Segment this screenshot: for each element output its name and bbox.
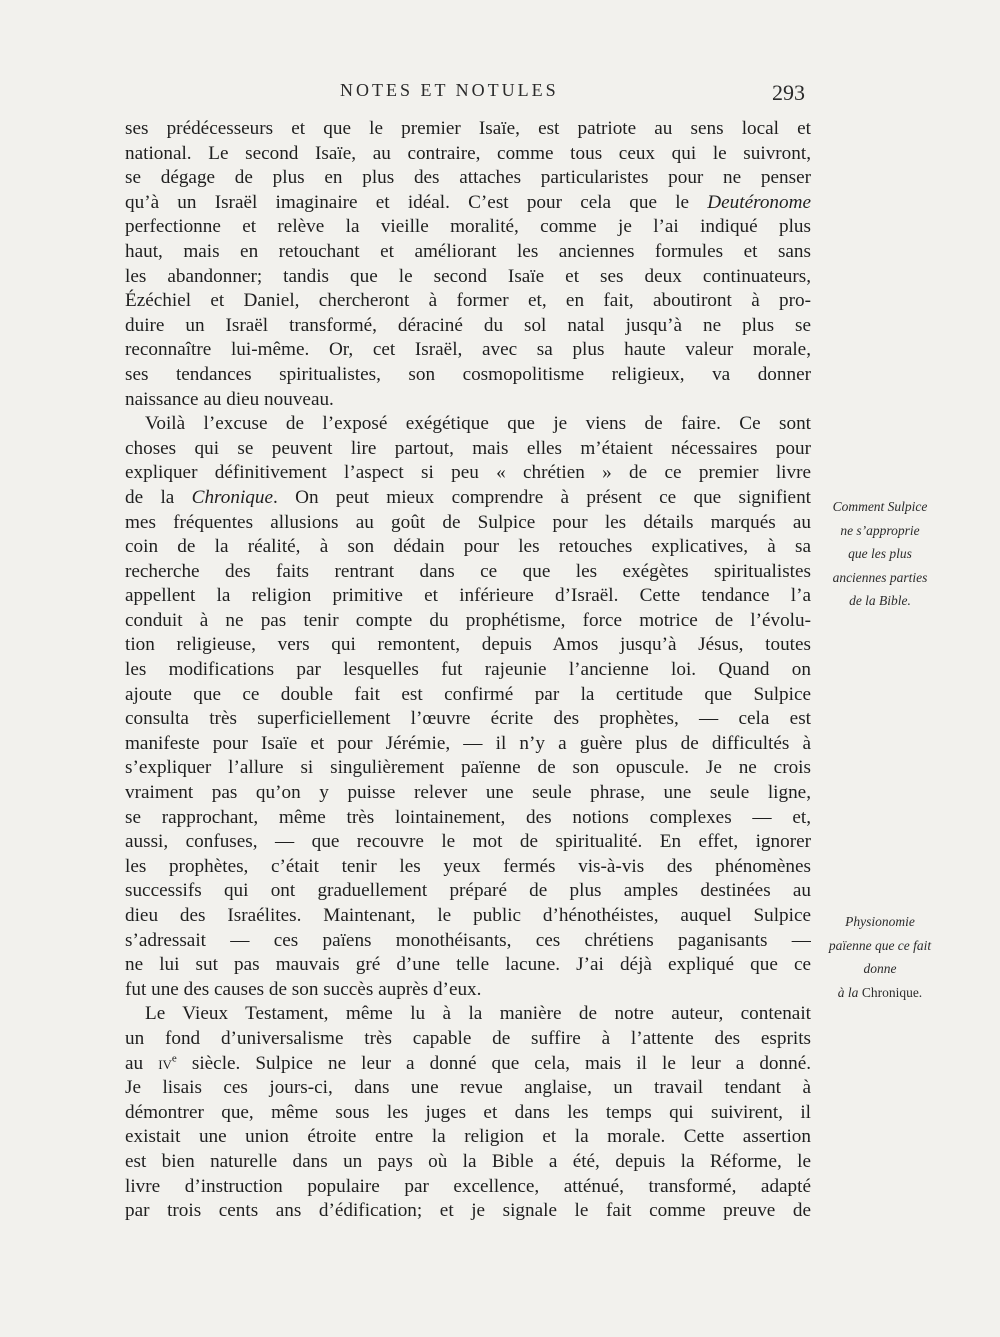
text-line: fut une des causes de son succès auprès d’eux.: [125, 978, 482, 1000]
text-line: démontrer que, même sous les juges et dans les temps qui suivirent, il: [125, 1101, 811, 1123]
text-line: ajoute que ce double fait est confirmé par la certitude que Sulpice: [125, 683, 811, 705]
text-line: vraiment pas qu’on y puisse relever une seule phrase, une seule ligne,: [125, 782, 811, 804]
text-line: reconnaître lui-même. Or, cet Israël, avec sa plus haute valeur morale,: [125, 339, 811, 361]
text-line: ses tendances spiritualistes, son cosmopolitisme religieux, va donner: [125, 363, 811, 385]
margin-note-line: Physionomie: [845, 914, 915, 929]
text-line: ses prédécesseurs et que le premier Isaïe, est patriote au sens local et: [125, 118, 811, 139]
running-header: NOTES ET NOTULES: [340, 80, 559, 100]
text-line: duire un Israël transformé, déraciné du sol natal jusqu’à ne plus se: [125, 314, 811, 336]
text-segment: . On peut mieux comprendre à présent ce que signifient: [273, 486, 811, 508]
text-segment: siècle. Sulpice ne leur a donné que cela, mais il le leur a donné.: [191, 1052, 811, 1074]
margin-note-line: ne s’approprie: [840, 522, 920, 538]
text-line: [125, 1052, 811, 1077]
text-line: s’adressait — ces païens monothéisants, ces chrétiens paganisants —: [125, 929, 811, 951]
text-line: Ézéchiel et Daniel, chercheront à former et, en fait, aboutiront à pro-: [125, 290, 811, 312]
margin-note-physionomie: [810, 910, 950, 1004]
margin-note-line: païenne que ce fait: [828, 937, 932, 953]
text-line: Voilà l’excuse de l’exposé exégétique que je viens de faire. Ce sont: [145, 413, 811, 435]
text-line: consulta très superficiellement l’œuvre écrite des prophètes, — cela est: [125, 708, 811, 730]
margin-note-segment: Chronique.: [861, 984, 923, 1000]
text-line: existait une union étroite entre la religion et la morale. Cette assertion: [125, 1126, 811, 1148]
margin-note-line: [810, 981, 950, 1005]
text-line: s’expliquer l’allure si singulièrement païenne de son opuscule. Je ne crois: [125, 757, 811, 779]
text-line: Le Vieux Testament, même lu à la manière de notre auteur, contenait: [145, 1003, 811, 1025]
body-text: [125, 117, 811, 1224]
text-line: ne lui sut pas mauvais gré d’une telle lacune. J’ai déjà expliqué que ce: [125, 954, 811, 976]
text-line: aussi, confuses, — que recouvre le mot de spiritualité. En effet, ignorer: [125, 831, 811, 853]
italic-title-deuteronome: Deutéronome: [707, 191, 811, 213]
text-line: mes fréquentes allusions au goût de Sulpice pour les détails marqués au: [125, 511, 811, 533]
text-line: perfectionne et relève la vieille moralité, comme je l’ai indiqué plus: [125, 216, 811, 238]
text-segment: de la: [125, 486, 175, 508]
text-line: Je lisais ces jours-ci, dans une revue anglaise, un travail tendant à: [125, 1077, 811, 1099]
text-line: est bien naturelle dans un pays où la Bible a été, depuis la Réforme, le: [125, 1150, 811, 1172]
text-line: dieu des Israélites. Maintenant, le public d’hénothéistes, auquel Sulpice: [125, 905, 811, 926]
text-line: expliquer définitivement l’aspect si peu « chrétien » de ce premier livre: [125, 462, 811, 484]
text-line: national. Le second Isaïe, au contraire, comme tous ceux qui le suivront,: [125, 142, 811, 164]
text-line: coin de la réalité, à son dédain pour les retouches explicatives, à sa: [125, 536, 811, 558]
text-segment: au: [125, 1052, 144, 1074]
text-line: recherche des faits rentrant dans ce que les exégètes spiritualistes: [125, 560, 811, 582]
margin-note-line: que les plus: [848, 546, 912, 561]
text-line: se rapprochant, même très lointainement, des notions complexes — et,: [125, 806, 811, 828]
text-line: haut, mais en retouchant et améliorant les anciennes formules et sans: [125, 240, 811, 262]
text-line: [125, 191, 811, 216]
text-line: manifeste pour Isaïe et pour Jérémie, — il n’y a guère plus de difficultés à: [125, 732, 811, 754]
century-superscript: e: [171, 1052, 177, 1065]
text-line: appellent la religion primitive et inférieure d’Israël. Cette tendance l’a: [125, 585, 811, 607]
margin-note-sulpice: [810, 495, 950, 613]
text-line: livre d’instruction populaire par excellence, atténué, transformé, adapté: [125, 1175, 811, 1197]
page-number: 293: [772, 80, 805, 105]
text-line: se dégage de plus en plus des attaches particularistes pour ne penser: [125, 167, 811, 189]
text-line: les abandonner; tandis que le second Isaïe et ses deux continuateurs,: [125, 265, 811, 287]
text-line: par trois cents ans d’édification; et je signale le fait comme preuve de: [125, 1200, 811, 1222]
italic-title-chronique: Chronique: [191, 486, 274, 508]
text-line: choses qui se peuvent lire partout, mais elles m’étaient nécessaires pour: [125, 437, 811, 459]
text-line: les prophètes, c’était tenir les yeux fermés vis-à-vis des phénomènes: [125, 855, 811, 877]
text-line: naissance au dieu nouveau.: [125, 388, 334, 410]
margin-note-line: de la Bible.: [849, 593, 911, 608]
century-numeral: iv: [158, 1052, 172, 1074]
margin-note-segment: à la: [837, 984, 859, 1000]
text-segment: qu’à un Israël imaginaire et idéal. C’est pour cela que le: [125, 191, 690, 213]
text-line: conduit à ne pas tenir compte du prophétisme, force motrice de l’évolu-: [125, 609, 811, 631]
margin-note-line: anciennes parties: [832, 569, 928, 585]
text-line: successifs qui ont graduellement préparé de plus amples destinées au: [125, 880, 811, 902]
margin-note-line: Comment Sulpice: [832, 499, 928, 514]
text-line: un fond d’universalisme très capable de suffire à l’attente des esprits: [125, 1027, 811, 1049]
text-line: tion religieuse, vers qui remontent, depuis Amos jusqu’à Jésus, toutes: [125, 634, 811, 656]
text-line: les modifications par lesquelles fut rajeunie l’ancienne loi. Quand on: [125, 659, 811, 681]
margin-note-line: donne: [863, 961, 897, 976]
text-line: [125, 486, 811, 511]
